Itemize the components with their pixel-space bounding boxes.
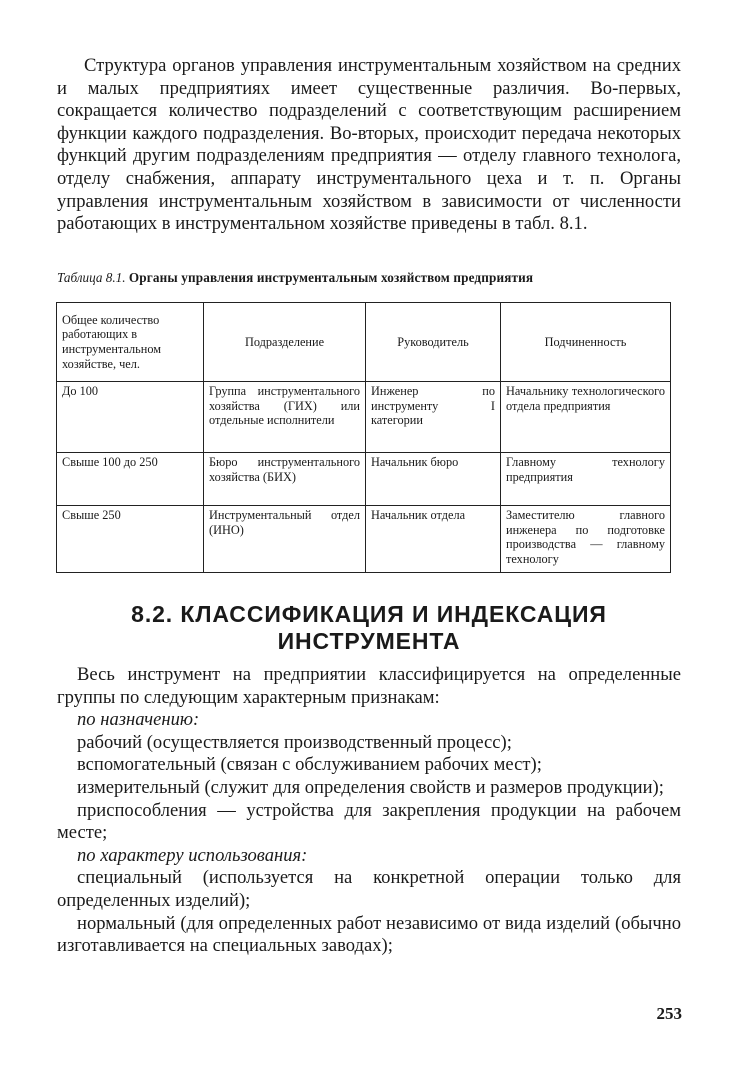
list-item: измерительный (служит для определения свойств и размеров продукции); bbox=[77, 776, 664, 798]
list-item: вспомогательный (связан с обслуживанием рабочих мест); bbox=[77, 754, 542, 776]
list-item: рабочий (осуществляется производственный процесс); bbox=[77, 731, 512, 753]
section-heading bbox=[57, 601, 681, 655]
table-cell: Начальник отдела bbox=[366, 506, 501, 573]
section-body bbox=[57, 664, 681, 958]
body-paragraph: Весь инструмент на предприятии классифицируется на определенные группы по следующим характерным признакам: bbox=[57, 664, 681, 708]
classification-subheading: по назначению: bbox=[77, 709, 200, 731]
table-cell: Свыше 250 bbox=[57, 506, 204, 573]
section-number: 8.2. bbox=[131, 601, 174, 627]
list-item: нормальный (для определенных работ независимо от вида изделий (обычно изготавливается на специальных заводах); bbox=[57, 912, 681, 957]
table-cell: Главному технологу предприятия bbox=[501, 453, 671, 506]
table-cell: Бюро инструментального хозяйства (БИХ) bbox=[204, 453, 366, 506]
table-cell: Начальник бюро bbox=[366, 453, 501, 506]
section-heading-line bbox=[57, 601, 681, 628]
table-cell: Группа инструментального хозяйства (ГИХ) или отдельные исполнители bbox=[204, 382, 366, 453]
list-item: приспособления — устройства для закрепления продукции на рабочем месте; bbox=[57, 799, 681, 844]
column-header-division: Подразделение bbox=[204, 303, 366, 382]
section-title-part: КЛАССИФИКАЦИЯ И ИНДЕКСАЦИЯ bbox=[180, 601, 607, 627]
table-header-row bbox=[57, 303, 671, 382]
table-cell: Инженер по инструменту I категории bbox=[366, 382, 501, 453]
table-caption bbox=[57, 270, 683, 286]
table-cell: Инструментальный отдел (ИНО) bbox=[204, 506, 366, 573]
classification-subheading: по характеру использования: bbox=[77, 844, 308, 866]
table-row bbox=[57, 382, 671, 453]
tool-management-table bbox=[56, 302, 671, 573]
table-caption-title: Органы управления инструментальным хозяйством предприятия bbox=[128, 270, 534, 285]
table-row bbox=[57, 453, 671, 506]
page-number: 253 bbox=[656, 1004, 682, 1023]
table-cell: Свыше 100 до 250 bbox=[57, 453, 204, 506]
table-cell: Заместителю главного инженера по подготовке производства — главному технологу bbox=[501, 506, 671, 573]
section-title-part: ИНСТРУМЕНТА bbox=[277, 628, 461, 654]
list-item: специальный (используется на конкретной операции только для определенных изделий); bbox=[57, 867, 681, 911]
table-caption-label: Таблица 8.1. bbox=[57, 270, 126, 285]
column-header-subordination: Подчиненность bbox=[501, 303, 671, 382]
table-cell: До 100 bbox=[57, 382, 204, 453]
column-header-headcount: Общее количество работающих в инструментальном хозяйстве, чел. bbox=[57, 303, 204, 382]
intro-paragraph: Структура органов управления инструментальным хозяйством на средних и малых предприятиях имеет существенные различия. Во-первых, сокращается количество подразделений с соответствующим расширением функции каждого подразделения. Во-вторых, происходит передача некоторых функций другим подразделениям предприятия — отделу главного технолога, отделу снабжения, аппарату инструментального цеха и т. п. Органы управления инструментальным хозяйством в зависимости от численности работающих в инструментальном хозяйстве приведены в табл. 8.1. bbox=[57, 55, 681, 235]
column-header-head: Руководитель bbox=[366, 303, 501, 382]
table-cell: Начальнику технологического отдела предприятия bbox=[501, 382, 671, 453]
table-row bbox=[57, 506, 671, 573]
